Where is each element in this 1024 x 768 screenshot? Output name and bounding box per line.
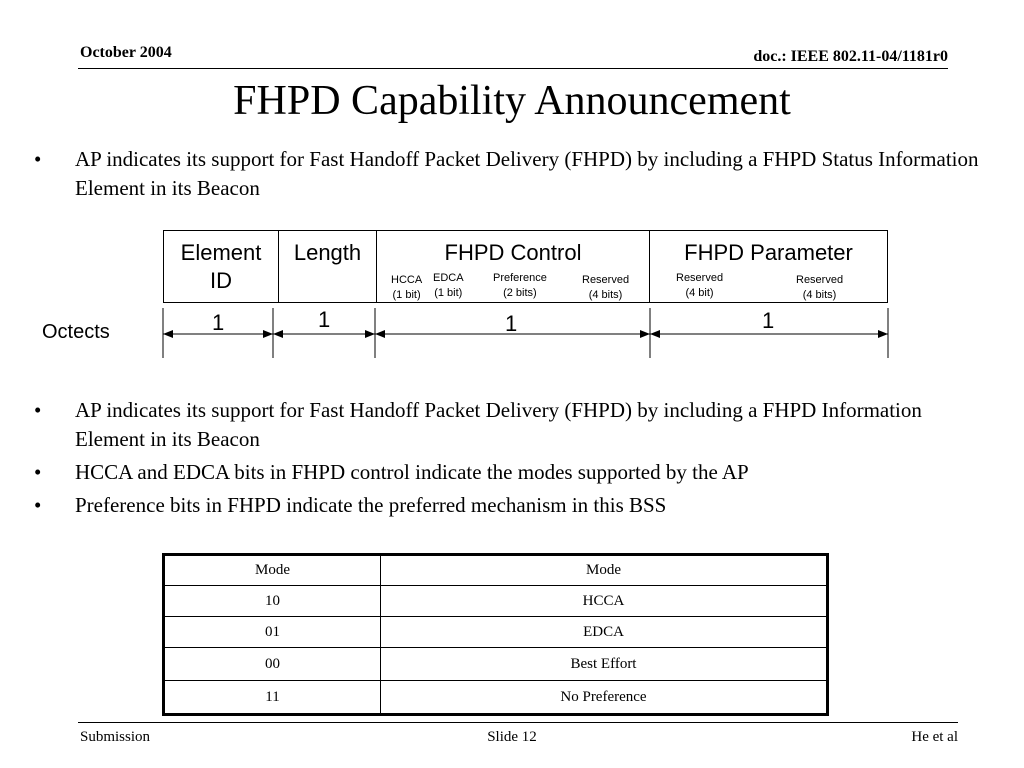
field-parameter-label: FHPD Parameter — [684, 240, 853, 265]
bit-reserved-name: Reserved — [582, 274, 630, 286]
table-cell: 10 — [164, 586, 381, 617]
octets-parameter: 1 — [762, 308, 775, 333]
param-reserved-2 — [796, 273, 843, 303]
bullet-marker: • — [34, 460, 42, 484]
table-cell: No Preference — [381, 681, 828, 715]
bullet-marker: • — [34, 398, 42, 422]
footer-divider — [78, 722, 958, 723]
bullet-list-bottom — [34, 396, 994, 524]
bit-preference-name: Preference — [493, 272, 547, 284]
bit-reserved-size: (4 bits) — [588, 289, 623, 301]
footer-submission: Submission — [80, 729, 151, 745]
bit-edca — [433, 271, 464, 301]
bit-hcca-name: HCCA — [391, 274, 423, 286]
table-cell: 01 — [164, 617, 381, 648]
octets-element-id: 1 — [212, 310, 225, 335]
footer-authors: He et al — [911, 729, 958, 745]
param-reserved-2-size: (4 bits) — [802, 289, 837, 301]
arrowhead — [263, 330, 273, 338]
bullet-list-top — [34, 145, 994, 207]
field-element-id — [164, 231, 279, 302]
table-row — [164, 617, 828, 648]
table-cell: 00 — [164, 648, 381, 681]
field-fhpd-control — [377, 231, 650, 302]
table-header-row — [164, 555, 828, 586]
bit-hcca — [391, 273, 422, 303]
field-control-label: FHPD Control — [444, 240, 582, 265]
bullet-item — [34, 458, 994, 487]
bit-reserved — [582, 273, 629, 303]
footer-slide-number: Slide 12 — [487, 729, 537, 745]
table-header-cell: Mode — [164, 555, 381, 586]
arrowhead — [640, 330, 650, 338]
field-fhpd-parameter — [650, 231, 887, 302]
header-divider — [78, 68, 948, 69]
bit-edca-name: EDCA — [433, 272, 464, 284]
bullet-marker: • — [34, 493, 42, 517]
bit-edca-size: (1 bit) — [434, 287, 463, 299]
field-length-label: Length — [293, 240, 362, 265]
bullet-text: HCCA and EDCA bits in FHPD control indicate the modes supported by the AP — [75, 460, 749, 484]
header-doc-id: doc.: IEEE 802.11-04/1181r0 — [753, 48, 948, 65]
table-cell: EDCA — [381, 617, 828, 648]
arrowhead — [878, 330, 888, 338]
slide-title: FHPD Capability Announcement — [233, 78, 791, 124]
bullet-text: AP indicates its support for Fast Handoff Packet Delivery (FHPD) by including a FHPD Status Information Element in its Beacon — [75, 147, 979, 200]
table-cell: 11 — [164, 681, 381, 715]
octets-control: 1 — [505, 311, 518, 336]
arrowhead — [273, 330, 283, 338]
bit-preference-size: (2 bits) — [503, 287, 537, 299]
param-reserved-2-name: Reserved — [796, 274, 844, 286]
table-row — [164, 681, 828, 715]
bullet-text: Preference bits in FHPD indicate the preferred mechanism in this BSS — [75, 493, 667, 517]
arrowhead — [365, 330, 375, 338]
bullet-item — [34, 396, 994, 454]
bullet-text: AP indicates its support for Fast Handoff Packet Delivery (FHPD) by including a FHPD Information Element in its Beacon — [75, 398, 922, 451]
param-reserved-1-name: Reserved — [676, 272, 724, 284]
param-reserved-1 — [676, 271, 723, 301]
table-cell: Best Effort — [381, 648, 828, 681]
header-date: October 2004 — [80, 44, 172, 61]
table-row — [164, 648, 828, 681]
field-length — [279, 231, 377, 302]
table-header-cell: Mode — [381, 555, 828, 586]
octets-length: 1 — [318, 307, 331, 332]
table-cell: HCCA — [381, 586, 828, 617]
bit-preference — [493, 271, 547, 301]
bullet-marker: • — [34, 147, 42, 171]
bullet-item — [34, 491, 994, 520]
table-row — [164, 586, 828, 617]
octets-label: Octects — [42, 321, 110, 343]
ie-frame-format — [163, 230, 888, 303]
arrowhead — [163, 330, 173, 338]
arrowhead — [375, 330, 385, 338]
bullet-item — [34, 145, 994, 203]
arrowhead — [650, 330, 660, 338]
field-element-id-label: Element ID — [180, 240, 262, 293]
bit-hcca-size: (1 bit) — [392, 289, 421, 301]
mode-table — [162, 553, 829, 716]
param-reserved-1-size: (4 bit) — [685, 287, 714, 299]
